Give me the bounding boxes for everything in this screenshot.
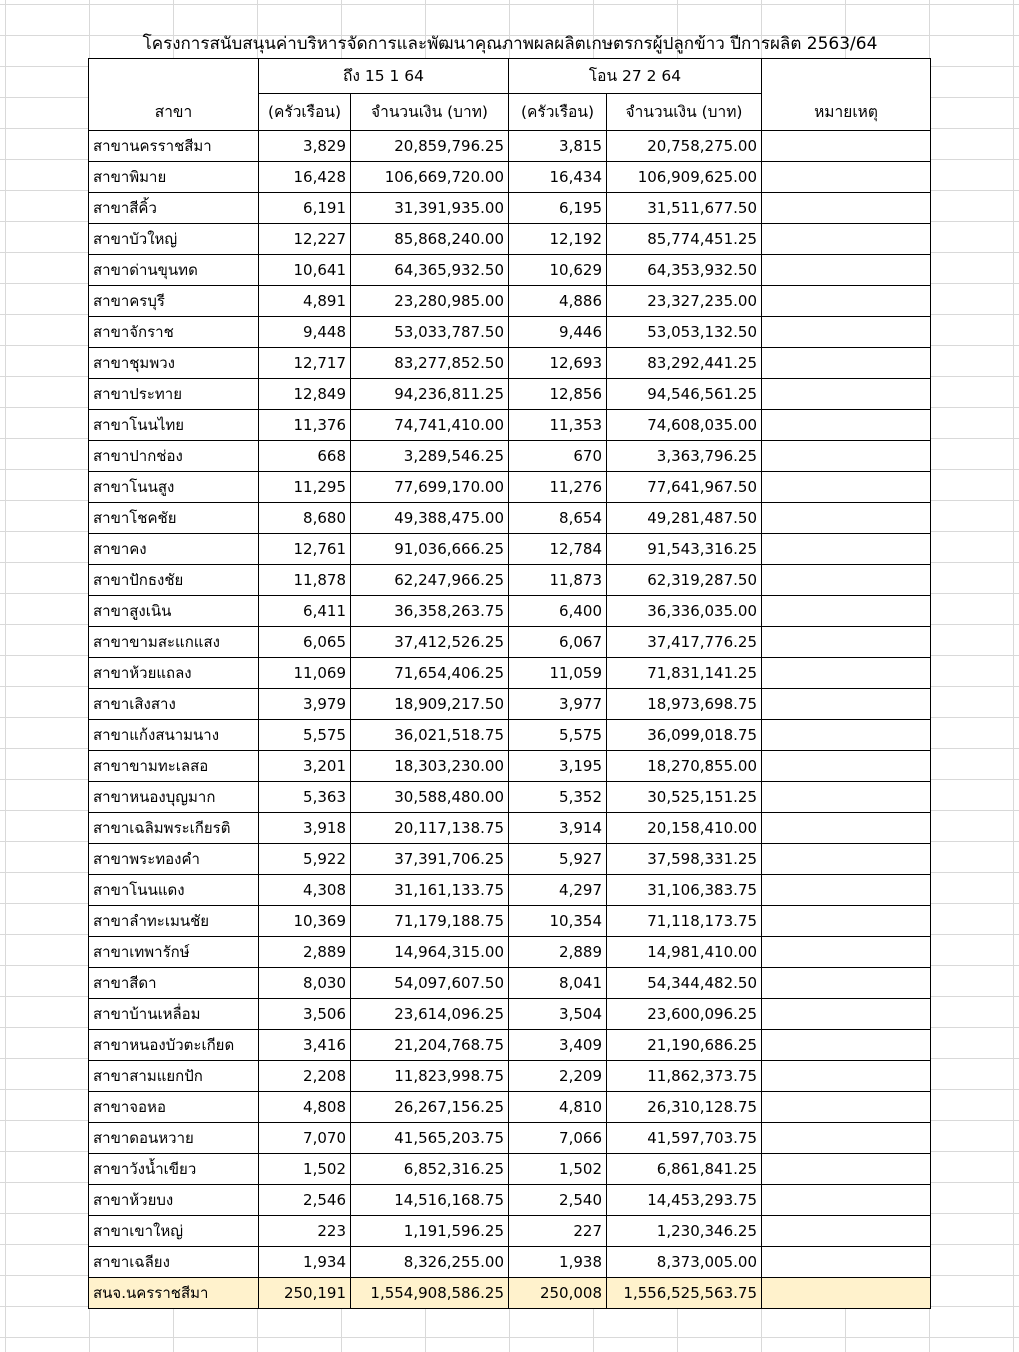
sheet-title: โครงการสนับสนุนค่าบริหารจัดการและพัฒนาคุณภาพผลผลิตเกษตรกรผู้ปลูกข้าว ปีการผลิต 2563/64 [142, 34, 878, 54]
table-row [89, 782, 931, 813]
cell-amount-2[interactable]: 1,556,525,563.75 [607, 1278, 762, 1309]
cell-amount-1[interactable]: 37,412,526.25 [351, 627, 509, 658]
cell-amount-2[interactable]: 49,281,487.50 [607, 503, 762, 534]
cell-households-2[interactable]: 2,889 [509, 937, 607, 968]
cell-note[interactable] [762, 1154, 931, 1185]
cell-households-2[interactable]: 670 [509, 441, 607, 472]
cell-note[interactable] [762, 999, 931, 1030]
cell-note[interactable] [762, 1061, 931, 1092]
cell-branch-name[interactable]: สาขาโนนไทย [89, 410, 259, 441]
cell-households-1[interactable]: 16,428 [259, 162, 351, 193]
cell-amount-2[interactable]: 31,106,383.75 [607, 875, 762, 906]
cell-amount-2[interactable]: 8,373,005.00 [607, 1247, 762, 1278]
cell-households-1[interactable]: 2,889 [259, 937, 351, 968]
cell-households-2[interactable]: 1,502 [509, 1154, 607, 1185]
table-row [89, 1185, 931, 1216]
cell-note[interactable] [762, 720, 931, 751]
cell-amount-2[interactable]: 85,774,451.25 [607, 224, 762, 255]
cell-households-2[interactable]: 12,693 [509, 348, 607, 379]
cell-households-2[interactable]: 2,209 [509, 1061, 607, 1092]
cell-branch-name[interactable]: สาขาเฉลิมพระเกียรติ [89, 813, 259, 844]
header-households-1[interactable]: (ครัวเรือน) [259, 94, 351, 131]
cell-households-2[interactable]: 12,856 [509, 379, 607, 410]
cell-note[interactable] [762, 1247, 931, 1278]
cell-note[interactable] [762, 906, 931, 937]
cell-branch-name[interactable]: สาขาด่านขุนทด [89, 255, 259, 286]
cell-amount-1[interactable]: 3,289,546.25 [351, 441, 509, 472]
cell-note[interactable] [762, 968, 931, 999]
cell-households-2[interactable]: 5,927 [509, 844, 607, 875]
cell-branch-name[interactable]: สาขาขามทะเลสอ [89, 751, 259, 782]
cell-households-2[interactable]: 11,873 [509, 565, 607, 596]
cell-branch-name[interactable]: สาขาห้วยแถลง [89, 658, 259, 689]
cell-households-2[interactable]: 10,629 [509, 255, 607, 286]
cell-amount-1[interactable]: 11,823,998.75 [351, 1061, 509, 1092]
cell-note[interactable] [762, 1278, 931, 1309]
cell-branch-name[interactable]: สาขาครบุรี [89, 286, 259, 317]
cell-households-1[interactable]: 6,065 [259, 627, 351, 658]
cell-branch-name[interactable]: สาขาหนองบุญมาก [89, 782, 259, 813]
cell-households-2[interactable]: 6,195 [509, 193, 607, 224]
cell-households-1[interactable]: 3,416 [259, 1030, 351, 1061]
table-row [89, 937, 931, 968]
table-row [89, 813, 931, 844]
cell-households-1[interactable]: 11,878 [259, 565, 351, 596]
table-row [89, 1247, 931, 1278]
cell-note[interactable] [762, 689, 931, 720]
cell-note[interactable] [762, 534, 931, 565]
cell-households-2[interactable]: 5,575 [509, 720, 607, 751]
cell-note[interactable] [762, 751, 931, 782]
cell-amount-2[interactable]: 3,363,796.25 [607, 441, 762, 472]
cell-households-1[interactable]: 5,575 [259, 720, 351, 751]
cell-note[interactable] [762, 937, 931, 968]
cell-households-2[interactable]: 6,400 [509, 596, 607, 627]
table-row [89, 131, 931, 162]
cell-branch-name[interactable]: สาขาวังน้ำเขียว [89, 1154, 259, 1185]
cell-households-2[interactable]: 3,977 [509, 689, 607, 720]
cell-branch-name[interactable]: สาขาสามแยกปัก [89, 1061, 259, 1092]
cell-households-1[interactable]: 6,191 [259, 193, 351, 224]
cell-branch-name[interactable]: สาขาบัวใหญ่ [89, 224, 259, 255]
cell-amount-1[interactable]: 30,588,480.00 [351, 782, 509, 813]
cell-branch-name[interactable]: สาขาห้วยบง [89, 1185, 259, 1216]
cell-amount-1[interactable]: 64,365,932.50 [351, 255, 509, 286]
cell-households-1[interactable]: 11,376 [259, 410, 351, 441]
cell-note[interactable] [762, 131, 931, 162]
cell-note[interactable] [762, 503, 931, 534]
cell-amount-2[interactable]: 41,597,703.75 [607, 1123, 762, 1154]
cell-amount-1[interactable]: 14,516,168.75 [351, 1185, 509, 1216]
header-note[interactable]: หมายเหตุ [762, 59, 931, 131]
cell-households-2[interactable]: 11,353 [509, 410, 607, 441]
table-row [89, 1216, 931, 1247]
cell-amount-1[interactable]: 74,741,410.00 [351, 410, 509, 441]
table-row [89, 875, 931, 906]
cell-households-2[interactable]: 3,195 [509, 751, 607, 782]
cell-households-1[interactable]: 11,295 [259, 472, 351, 503]
cell-amount-2[interactable]: 77,641,967.50 [607, 472, 762, 503]
table-row [89, 596, 931, 627]
cell-amount-1[interactable]: 94,236,811.25 [351, 379, 509, 410]
table-row [89, 1154, 931, 1185]
table-row [89, 906, 931, 937]
cell-note[interactable] [762, 224, 931, 255]
cell-households-2[interactable]: 10,354 [509, 906, 607, 937]
cell-households-2[interactable]: 2,540 [509, 1185, 607, 1216]
cell-branch-name[interactable]: สาขาเทพารักษ์ [89, 937, 259, 968]
cell-households-2[interactable]: 12,784 [509, 534, 607, 565]
cell-amount-1[interactable]: 21,204,768.75 [351, 1030, 509, 1061]
cell-branch-name[interactable]: สาขาสูงเนิน [89, 596, 259, 627]
cell-households-1[interactable]: 12,849 [259, 379, 351, 410]
cell-branch-name[interactable]: สาขาประทาย [89, 379, 259, 410]
cell-households-1[interactable]: 1,934 [259, 1247, 351, 1278]
cell-amount-1[interactable]: 20,117,138.75 [351, 813, 509, 844]
cell-branch-name[interactable]: สาขาลำทะเมนชัย [89, 906, 259, 937]
table-row [89, 472, 931, 503]
cell-households-2[interactable]: 8,654 [509, 503, 607, 534]
cell-amount-2[interactable]: 83,292,441.25 [607, 348, 762, 379]
cell-note[interactable] [762, 348, 931, 379]
table-row [89, 1092, 931, 1123]
cell-note[interactable] [762, 1123, 931, 1154]
cell-note[interactable] [762, 286, 931, 317]
cell-branch-name[interactable]: สาขาปักธงชัย [89, 565, 259, 596]
cell-amount-2[interactable]: 37,417,776.25 [607, 627, 762, 658]
cell-branch-name[interactable]: สาขาพิมาย [89, 162, 259, 193]
table-body [89, 131, 931, 1309]
cell-note[interactable] [762, 565, 931, 596]
cell-households-1[interactable]: 6,411 [259, 596, 351, 627]
cell-amount-2[interactable]: 74,608,035.00 [607, 410, 762, 441]
cell-households-2[interactable]: 3,914 [509, 813, 607, 844]
cell-note[interactable] [762, 658, 931, 689]
cell-note[interactable] [762, 875, 931, 906]
cell-households-2[interactable]: 11,059 [509, 658, 607, 689]
cell-amount-1[interactable]: 6,852,316.25 [351, 1154, 509, 1185]
cell-amount-1[interactable]: 18,909,217.50 [351, 689, 509, 720]
cell-note[interactable] [762, 782, 931, 813]
cell-amount-1[interactable]: 23,280,985.00 [351, 286, 509, 317]
cell-amount-1[interactable]: 23,614,096.25 [351, 999, 509, 1030]
cell-amount-1[interactable]: 1,191,596.25 [351, 1216, 509, 1247]
cell-note[interactable] [762, 379, 931, 410]
cell-amount-1[interactable]: 36,358,263.75 [351, 596, 509, 627]
cell-households-1[interactable]: 250,191 [259, 1278, 351, 1309]
cell-amount-2[interactable]: 54,344,482.50 [607, 968, 762, 999]
cell-households-2[interactable]: 4,810 [509, 1092, 607, 1123]
cell-branch-name[interactable]: สาขาสีคิ้ว [89, 193, 259, 224]
cell-households-1[interactable]: 668 [259, 441, 351, 472]
cell-amount-2[interactable]: 20,158,410.00 [607, 813, 762, 844]
cell-branch-name[interactable]: สาขาโชคชัย [89, 503, 259, 534]
cell-amount-1[interactable]: 37,391,706.25 [351, 844, 509, 875]
table-row [89, 720, 931, 751]
cell-households-1[interactable]: 10,641 [259, 255, 351, 286]
total-row [89, 1278, 931, 1309]
table-row [89, 751, 931, 782]
cell-branch-name[interactable]: สาขาโนนสูง [89, 472, 259, 503]
cell-amount-2[interactable]: 31,511,677.50 [607, 193, 762, 224]
cell-branch-name[interactable]: สาขาปากช่อง [89, 441, 259, 472]
table-row [89, 565, 931, 596]
cell-amount-2[interactable]: 36,336,035.00 [607, 596, 762, 627]
cell-amount-1[interactable]: 83,277,852.50 [351, 348, 509, 379]
cell-households-1[interactable]: 11,069 [259, 658, 351, 689]
cell-households-1[interactable]: 12,717 [259, 348, 351, 379]
cell-households-1[interactable]: 5,363 [259, 782, 351, 813]
cell-amount-1[interactable]: 71,179,188.75 [351, 906, 509, 937]
cell-amount-2[interactable]: 71,118,173.75 [607, 906, 762, 937]
cell-households-1[interactable]: 9,448 [259, 317, 351, 348]
cell-branch-name[interactable]: สาขาดอนหวาย [89, 1123, 259, 1154]
table-row [89, 1123, 931, 1154]
cell-amount-2[interactable]: 23,327,235.00 [607, 286, 762, 317]
cell-households-1[interactable]: 3,918 [259, 813, 351, 844]
cell-amount-1[interactable]: 71,654,406.25 [351, 658, 509, 689]
table-row [89, 689, 931, 720]
cell-households-2[interactable]: 3,409 [509, 1030, 607, 1061]
table-row [89, 410, 931, 441]
cell-branch-name[interactable]: สาขาสีดา [89, 968, 259, 999]
cell-amount-1[interactable]: 18,303,230.00 [351, 751, 509, 782]
cell-note[interactable] [762, 193, 931, 224]
cell-households-2[interactable]: 250,008 [509, 1278, 607, 1309]
cell-note[interactable] [762, 441, 931, 472]
cell-amount-2[interactable]: 53,053,132.50 [607, 317, 762, 348]
cell-amount-1[interactable]: 106,669,720.00 [351, 162, 509, 193]
cell-amount-1[interactable]: 85,868,240.00 [351, 224, 509, 255]
cell-branch-name[interactable]: สาขาโนนแดง [89, 875, 259, 906]
cell-households-2[interactable]: 7,066 [509, 1123, 607, 1154]
cell-amount-1[interactable]: 41,565,203.75 [351, 1123, 509, 1154]
table-row [89, 255, 931, 286]
cell-amount-2[interactable]: 30,525,151.25 [607, 782, 762, 813]
header-period-1[interactable]: ถึง 15 1 64 [259, 59, 509, 94]
cell-note[interactable] [762, 627, 931, 658]
table-row [89, 348, 931, 379]
cell-amount-2[interactable]: 26,310,128.75 [607, 1092, 762, 1123]
cell-households-1[interactable]: 3,201 [259, 751, 351, 782]
cell-households-2[interactable]: 16,434 [509, 162, 607, 193]
cell-note[interactable] [762, 255, 931, 286]
header-amount-1[interactable]: จำนวนเงิน (บาท) [351, 94, 509, 131]
cell-households-2[interactable]: 4,886 [509, 286, 607, 317]
cell-note[interactable] [762, 317, 931, 348]
cell-households-1[interactable]: 12,761 [259, 534, 351, 565]
header-branch[interactable]: สาขา [89, 59, 259, 131]
cell-branch-name[interactable]: สาขาขามสะแกแสง [89, 627, 259, 658]
cell-amount-1[interactable]: 49,388,475.00 [351, 503, 509, 534]
summary-table [88, 58, 931, 1309]
cell-amount-2[interactable]: 1,230,346.25 [607, 1216, 762, 1247]
cell-amount-2[interactable]: 37,598,331.25 [607, 844, 762, 875]
cell-amount-1[interactable]: 20,859,796.25 [351, 131, 509, 162]
cell-branch-name[interactable]: สาขาเขาใหญ่ [89, 1216, 259, 1247]
cell-households-1[interactable]: 12,227 [259, 224, 351, 255]
cell-amount-2[interactable]: 62,319,287.50 [607, 565, 762, 596]
cell-amount-2[interactable]: 71,831,141.25 [607, 658, 762, 689]
cell-amount-1[interactable]: 91,036,666.25 [351, 534, 509, 565]
cell-households-2[interactable]: 1,938 [509, 1247, 607, 1278]
cell-amount-2[interactable]: 64,353,932.50 [607, 255, 762, 286]
cell-households-1[interactable]: 3,979 [259, 689, 351, 720]
cell-branch-name[interactable]: สาขาเฉลียง [89, 1247, 259, 1278]
cell-households-1[interactable]: 2,546 [259, 1185, 351, 1216]
cell-amount-1[interactable]: 31,161,133.75 [351, 875, 509, 906]
cell-households-2[interactable]: 227 [509, 1216, 607, 1247]
header-period-2[interactable]: โอน 27 2 64 [509, 59, 762, 94]
table-row [89, 317, 931, 348]
cell-households-1[interactable]: 4,308 [259, 875, 351, 906]
table-row [89, 441, 931, 472]
cell-households-1[interactable]: 4,808 [259, 1092, 351, 1123]
cell-branch-name[interactable]: สาขาจอหอ [89, 1092, 259, 1123]
cell-note[interactable] [762, 162, 931, 193]
cell-amount-1[interactable]: 8,326,255.00 [351, 1247, 509, 1278]
table-row [89, 968, 931, 999]
cell-households-1[interactable]: 4,891 [259, 286, 351, 317]
cell-branch-name[interactable]: สาขาพระทองคำ [89, 844, 259, 875]
cell-amount-2[interactable]: 14,453,293.75 [607, 1185, 762, 1216]
cell-branch-name[interactable]: สาขานครราชสีมา [89, 131, 259, 162]
cell-amount-1[interactable]: 53,033,787.50 [351, 317, 509, 348]
cell-note[interactable] [762, 844, 931, 875]
cell-amount-2[interactable]: 94,546,561.25 [607, 379, 762, 410]
cell-amount-2[interactable]: 14,981,410.00 [607, 937, 762, 968]
cell-households-2[interactable]: 4,297 [509, 875, 607, 906]
table-row [89, 999, 931, 1030]
cell-note[interactable] [762, 410, 931, 441]
cell-households-2[interactable]: 5,352 [509, 782, 607, 813]
cell-households-1[interactable]: 2,208 [259, 1061, 351, 1092]
cell-households-2[interactable]: 8,041 [509, 968, 607, 999]
table-row [89, 844, 931, 875]
cell-households-1[interactable]: 7,070 [259, 1123, 351, 1154]
cell-note[interactable] [762, 1216, 931, 1247]
cell-amount-2[interactable]: 18,973,698.75 [607, 689, 762, 720]
cell-branch-name[interactable]: สนจ.นครราชสีมา [89, 1278, 259, 1309]
cell-note[interactable] [762, 813, 931, 844]
cell-amount-2[interactable]: 11,862,373.75 [607, 1061, 762, 1092]
cell-amount-2[interactable]: 21,190,686.25 [607, 1030, 762, 1061]
cell-households-1[interactable]: 5,922 [259, 844, 351, 875]
table-row [89, 379, 931, 410]
cell-note[interactable] [762, 1185, 931, 1216]
cell-amount-1[interactable]: 62,247,966.25 [351, 565, 509, 596]
cell-note[interactable] [762, 1092, 931, 1123]
cell-households-1[interactable]: 3,829 [259, 131, 351, 162]
table-row [89, 534, 931, 565]
cell-households-1[interactable]: 223 [259, 1216, 351, 1247]
cell-households-2[interactable]: 3,815 [509, 131, 607, 162]
cell-households-2[interactable]: 9,446 [509, 317, 607, 348]
cell-amount-1[interactable]: 1,554,908,586.25 [351, 1278, 509, 1309]
cell-amount-1[interactable]: 54,097,607.50 [351, 968, 509, 999]
table-row [89, 224, 931, 255]
header-households-2[interactable]: (ครัวเรือน) [509, 94, 607, 131]
header-amount-2[interactable]: จำนวนเงิน (บาท) [607, 94, 762, 131]
cell-amount-2[interactable]: 18,270,855.00 [607, 751, 762, 782]
cell-branch-name[interactable]: สาขาหนองบัวตะเกียด [89, 1030, 259, 1061]
cell-households-1[interactable]: 8,030 [259, 968, 351, 999]
table-row [89, 1061, 931, 1092]
table-row [89, 503, 931, 534]
cell-households-2[interactable]: 11,276 [509, 472, 607, 503]
cell-amount-2[interactable]: 91,543,316.25 [607, 534, 762, 565]
cell-households-2[interactable]: 12,192 [509, 224, 607, 255]
cell-note[interactable] [762, 596, 931, 627]
table-row [89, 658, 931, 689]
cell-branch-name[interactable]: สาขาชุมพวง [89, 348, 259, 379]
cell-branch-name[interactable]: สาขาคง [89, 534, 259, 565]
cell-households-1[interactable]: 3,506 [259, 999, 351, 1030]
cell-amount-2[interactable]: 6,861,841.25 [607, 1154, 762, 1185]
cell-amount-1[interactable]: 36,021,518.75 [351, 720, 509, 751]
cell-households-1[interactable]: 8,680 [259, 503, 351, 534]
cell-branch-name[interactable]: สาขาจักราช [89, 317, 259, 348]
header-row-periods [89, 59, 931, 94]
cell-amount-1[interactable]: 31,391,935.00 [351, 193, 509, 224]
cell-amount-1[interactable]: 77,699,170.00 [351, 472, 509, 503]
cell-amount-2[interactable]: 106,909,625.00 [607, 162, 762, 193]
cell-households-2[interactable]: 6,067 [509, 627, 607, 658]
table-row [89, 1030, 931, 1061]
table-row [89, 627, 931, 658]
cell-amount-1[interactable]: 26,267,156.25 [351, 1092, 509, 1123]
cell-amount-2[interactable]: 23,600,096.25 [607, 999, 762, 1030]
cell-amount-2[interactable]: 36,099,018.75 [607, 720, 762, 751]
cell-note[interactable] [762, 472, 931, 503]
cell-households-1[interactable]: 1,502 [259, 1154, 351, 1185]
table-row [89, 193, 931, 224]
cell-households-2[interactable]: 3,504 [509, 999, 607, 1030]
cell-branch-name[interactable]: สาขาเสิงสาง [89, 689, 259, 720]
table-row [89, 286, 931, 317]
cell-amount-1[interactable]: 14,964,315.00 [351, 937, 509, 968]
cell-households-1[interactable]: 10,369 [259, 906, 351, 937]
cell-note[interactable] [762, 1030, 931, 1061]
cell-branch-name[interactable]: สาขาแก้งสนามนาง [89, 720, 259, 751]
cell-amount-2[interactable]: 20,758,275.00 [607, 131, 762, 162]
cell-branch-name[interactable]: สาขาบ้านเหลื่อม [89, 999, 259, 1030]
table-row [89, 162, 931, 193]
